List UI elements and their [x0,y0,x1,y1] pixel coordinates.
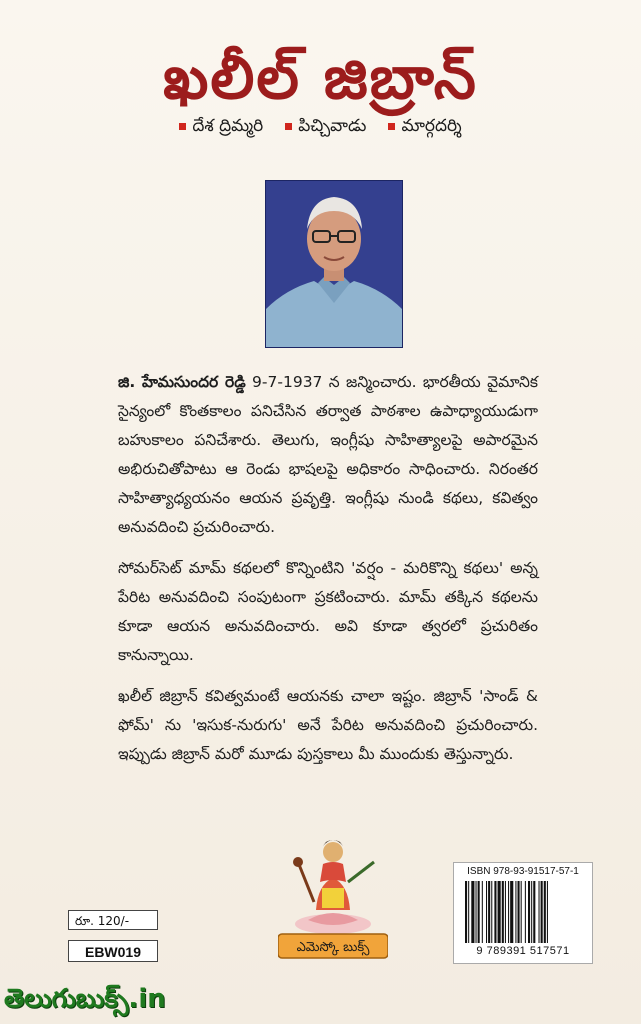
barcode-bar [468,881,469,943]
barcode [464,881,582,943]
barcode-bar [518,881,520,943]
author-bio [118,368,538,781]
book-title: ఖలీల్ జిబ్రాన్ [163,43,478,113]
barcode-bar [508,881,509,943]
bio-paragraph [118,368,538,542]
bullet-icon [388,123,395,130]
isbn-digits: 9 789391 517571 [476,945,570,957]
barcode-bar [486,881,487,943]
subtitle-item [285,114,366,138]
barcode-bar [482,881,483,943]
author-photo [265,180,403,348]
barcode-bar [515,881,516,943]
bio-paragraph: ఖలీల్ జిబ్రాన్ కవిత్వమంటే ఆయనకు చాలా ఇష్టం. జిబ్రాన్ 'సాండ్ & ఫోమ్' ను 'ఇసుక-నురుగు' అనే పేరిట అనువదించి ప్రచురించారు. ఇప్పుడు జిబ్రాన్ మరో మూడు పుస్తకాలు మీ ముందుకు తెస్తున్నారు. [118,687,538,763]
subtitle-list [0,114,641,138]
barcode-bar [525,881,526,943]
subtitle-text: దేశ ద్రిమ్మరి [192,116,264,136]
subtitle-text: పిచ్చివాడు [298,116,367,136]
barcode-bar [502,881,504,943]
barcode-bar [476,881,477,943]
barcode-bar [488,881,490,943]
author-name: జి. హేమసుందర రెడ్డి [118,373,246,391]
publisher-logo [278,832,388,960]
barcode-bar [521,881,522,943]
isbn-label: ISBN 978-93-91517-57-1 [467,866,579,877]
barcode-bar [528,881,530,943]
price-label: రూ. 120/- [68,910,158,930]
barcode-bar [541,881,543,943]
barcode-bar [465,881,467,943]
publisher-logo-text: ఎమెస్కో బుక్స్ [296,940,370,955]
barcode-bar [539,881,540,943]
bullet-icon [285,123,292,130]
subtitle-item [388,114,461,138]
barcode-bar [505,881,506,943]
barcode-bar [531,881,532,943]
bullet-icon [179,123,186,130]
barcode-bar [544,881,546,943]
barcode-bar [478,881,480,943]
barcode-bar [494,881,496,943]
barcode-bar [533,881,535,943]
site-watermark: తెలుగుబుక్స్.in [4,984,166,1014]
subtitle-text: మార్గదర్శి [401,116,462,136]
bio-text: 9-7-1937 న జన్మించారు. భారతీయ వైమానిక సైన్యంలో కొంతకాలం పనిచేసిన తర్వాత పాఠశాల ఉపాధ్యాయుడుగా బహుకాలం పనిచేశారు. తెలుగు, ఇంగ్లీషు సాహిత్యాలపై అపారమైన అభిరుచితోపాటు ఆ రెండు భాషలపై అధికారం సాధించారు. నిరంతర సాహిత్యాధ్యయనం ఆయన ప్రవృత్తి. ఇంగ్లీషు నుండి కథలు, కవిత్వం అనువదించి ప్రచురించారు. [118,373,538,536]
bio-paragraph: సోమర్‌సెట్ మామ్ కథలలో కొన్నింటిని 'వర్షం - మరికొన్ని కథలు' అన్న పేరిట అనువదించి సంపుటంగా ప్రకటించారు. మామ్ తక్కిన కథలను కూడా ఆయన అనువదించారు. అవి కూడా త్వరలో ప్రచురితం కానున్నాయి. [118,559,538,664]
subtitle-item [179,114,263,138]
isbn-barcode-box [453,862,593,964]
barcode-bar [547,881,548,943]
barcode-bar [491,881,492,943]
book-code: EBW019 [68,940,158,962]
barcode-bar [510,881,513,943]
barcode-bar [471,881,474,943]
barcode-bar [498,881,501,943]
